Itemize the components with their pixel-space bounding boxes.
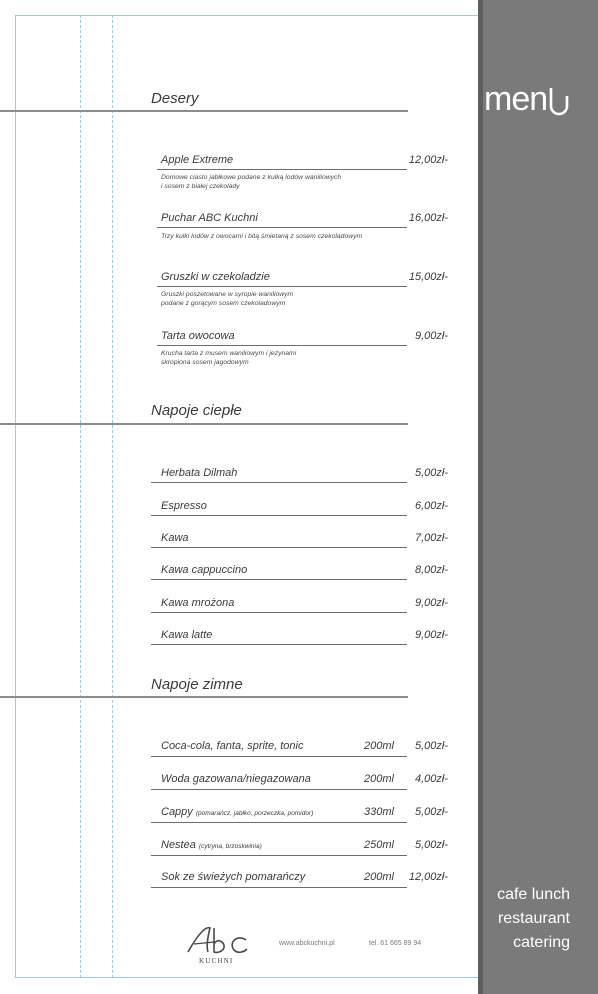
menu-item-name: Puchar ABC Kuchni	[161, 212, 258, 224]
item-rule	[151, 579, 407, 580]
menu-item-size: 330ml	[364, 806, 394, 818]
menu-item-price: 6,00zł-	[414, 500, 448, 512]
menu-item-name	[161, 839, 262, 851]
tagline-3: catering	[513, 934, 570, 951]
menu-item-price: 8,00zł-	[414, 564, 448, 576]
menu-item-name: Coca-cola, fanta, sprite, tonic	[161, 740, 304, 752]
section-title-napoje-zimne: Napoje zimne	[151, 676, 243, 693]
menu-item-description: Gruszki poszetowane w syropie waniliowym podane z gorącym sosem czekoladowym	[161, 291, 294, 307]
logo-kuchni-text: KUCHNI	[199, 957, 234, 965]
menu-item-name: Espresso	[161, 500, 207, 512]
menu-item-size: 200ml	[364, 773, 394, 785]
phone-text: tel. 61 665 89 94	[369, 940, 422, 947]
menu-item-price: 12,00zł-	[408, 154, 448, 166]
menu-item-name: Kawa latte	[161, 629, 213, 641]
menu-item-price: 5,00zł-	[414, 806, 448, 818]
item-rule	[151, 887, 407, 888]
item-rule	[151, 547, 407, 548]
section-title-desery: Desery	[151, 90, 199, 107]
menu-logo-text: men	[484, 80, 548, 118]
menu-item-description: Domowe ciasto jabłkowe podane z kulką lodów waniliowych i sosem z białej czekolady	[161, 174, 342, 190]
menu-item-price: 7,00zł-	[414, 532, 448, 544]
tagline-2: restaurant	[497, 910, 570, 927]
side-panel	[478, 0, 598, 994]
menu-item-price: 15,00zł-	[408, 271, 448, 283]
item-rule	[157, 345, 407, 346]
item-name-text: Nestea	[161, 839, 196, 851]
item-rule	[151, 855, 407, 856]
item-rule	[151, 756, 407, 757]
menu-item-description: Krucha tarta z musem waniliowym i jeżynami skropiona sosem jagodowym	[161, 350, 297, 366]
tagline-1: cafe lunch	[497, 886, 570, 903]
section-rule	[0, 110, 408, 112]
menu-item-price: 9,00zł-	[414, 629, 448, 641]
menu-item-size: 250ml	[364, 839, 394, 851]
item-note: (cytryna, brzoskwinia)	[198, 843, 262, 850]
item-rule	[151, 822, 407, 823]
item-rule	[151, 644, 407, 645]
item-rule	[151, 515, 407, 516]
menu-item-name: Apple Extreme	[161, 154, 234, 166]
menu-logo	[484, 80, 571, 119]
menu-item-price: 4,00zł-	[414, 773, 448, 785]
menu-item-description: Trzy kulki lodów z owocami i bitą śmietaną z sosem czekoladowym	[161, 233, 363, 240]
column-guide	[80, 15, 81, 978]
item-rule	[157, 169, 407, 170]
menu-item-name: Kawa mrożona	[161, 597, 235, 609]
section-rule	[0, 423, 408, 425]
item-rule	[151, 482, 407, 483]
menu-item-price: 16,00zł-	[408, 212, 448, 224]
menu-item-price: 12,00zł-	[408, 871, 448, 883]
abc-kuchni-logo	[184, 922, 252, 966]
menu-item-price: 5,00zł-	[414, 839, 448, 851]
item-rule	[157, 286, 407, 287]
menu-item-price: 9,00zł-	[414, 330, 448, 342]
menu-item-size: 200ml	[364, 871, 394, 883]
item-name-text: Cappy	[161, 806, 193, 818]
menu-item-name: Woda gazowana/niegazowana	[161, 773, 311, 785]
menu-item-name: Sok ze świeżych pomarańczy	[161, 871, 306, 883]
item-rule	[157, 227, 407, 228]
menu-item-price: 5,00zł-	[414, 740, 448, 752]
section-title-napoje-cieple: Napoje ciepłe	[151, 402, 242, 419]
website-text: www.abckuchni.pl	[279, 940, 335, 947]
menu-item-name: Gruszki w czekoladzie	[161, 271, 270, 283]
menu-item-name	[161, 806, 313, 818]
menu-item-price: 9,00zł-	[414, 597, 448, 609]
menu-item-name: Kawa cappuccino	[161, 564, 248, 576]
item-rule	[151, 612, 407, 613]
menu-logo-u-glyph	[547, 82, 571, 118]
menu-item-name: Kawa	[161, 532, 189, 544]
column-guide	[112, 15, 113, 978]
item-rule	[151, 789, 407, 790]
menu-item-size: 200ml	[364, 740, 394, 752]
menu-item-name: Herbata Dilmah	[161, 467, 238, 479]
item-note: (pomarańcz, jabłko, porzeczka, pomidor)	[195, 810, 314, 817]
menu-item-name: Tarta owocowa	[161, 330, 235, 342]
menu-item-price: 5,00zł-	[414, 467, 448, 479]
section-rule	[0, 696, 408, 698]
